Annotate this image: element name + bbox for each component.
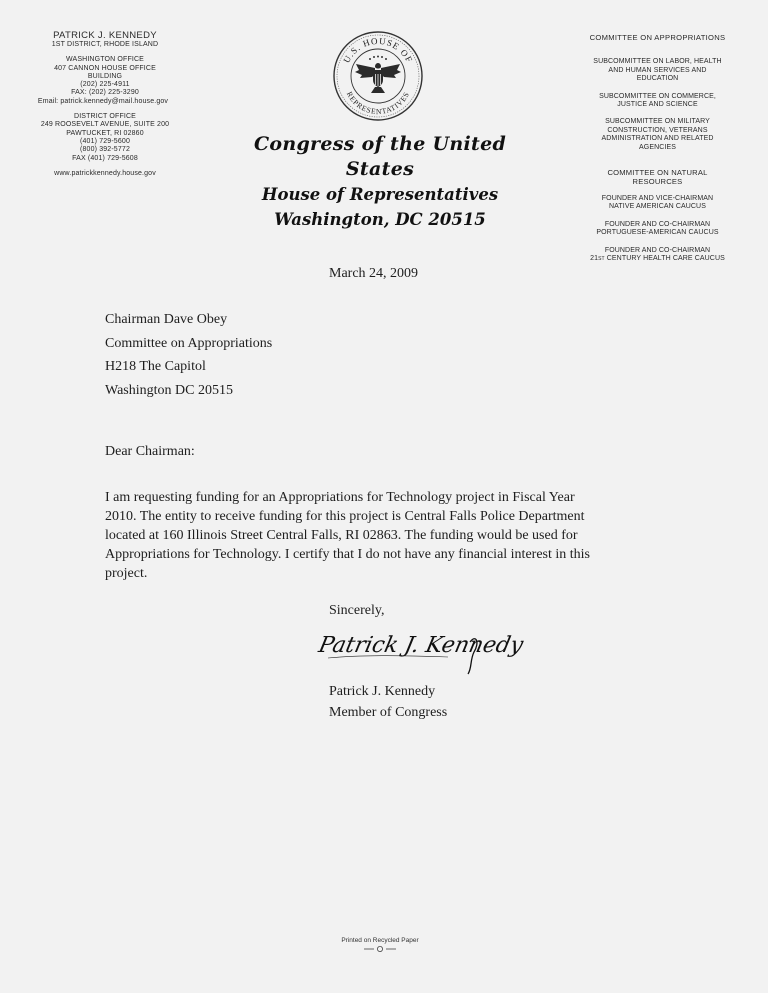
svg-text:REPRESENTATIVES: REPRESENTATIVES (344, 90, 412, 117)
recipient-address (105, 308, 272, 402)
member-email: Email: patrick.kennedy@mail.house.gov (37, 97, 169, 105)
washington-office-fax: FAX: (202) 225-3290 (71, 89, 139, 97)
recipient-line: Washington DC 20515 (105, 382, 233, 398)
handwritten-signature (316, 622, 526, 670)
recycle-icon (360, 945, 400, 953)
washington-office-line2: BUILDING (87, 72, 123, 80)
signer-block (329, 681, 447, 723)
district-office-phone1: (401) 729-5600 (80, 137, 130, 145)
member-name: PATRICK J. KENNEDY (53, 30, 157, 41)
signer-name: Patrick J. Kennedy (329, 684, 436, 699)
masthead-house: House of Representatives (261, 185, 499, 204)
member-contact-block (20, 30, 190, 178)
native-american-caucus: FOUNDER AND VICE-CHAIRMAN NATIVE AMERICAN CAUCUS (601, 195, 714, 211)
masthead (228, 132, 532, 232)
recipient-line: Chairman Dave Obey (105, 312, 228, 327)
house-seal-icon (332, 30, 424, 122)
district-office-fax: FAX (401) 729-5608 (72, 154, 138, 162)
district-office-line2: PAWTUCKET, RI 02860 (66, 129, 144, 137)
subcommittee-labor: SUBCOMMITTEE ON LABOR, HEALTH AND HUMAN SERVICES AND EDUCATION (593, 58, 722, 83)
recipient-line: H218 The Capitol (105, 359, 206, 374)
subcommittee-commerce: SUBCOMMITTEE ON COMMERCE, JUSTICE AND SCIENCE (599, 92, 716, 109)
body-line: located at 160 Illinois Street Central Falls, RI 02863. The funding would be used for (105, 528, 578, 543)
svg-text:U.S. HOUSE OF: U.S. HOUSE OF (341, 35, 415, 65)
portuguese-american-caucus: FOUNDER AND CO-CHAIRMAN PORTUGUESE-AMERICAN CAUCUS (596, 220, 719, 237)
masthead-washington: Washington, DC 20515 (274, 210, 486, 229)
masthead-congress: Congress of the United States (253, 133, 507, 180)
salutation: Dear Chairman: (105, 444, 195, 459)
recycled-paper-footer (300, 936, 460, 956)
signer-title: Member of Congress (329, 705, 448, 720)
committee-list (560, 34, 755, 264)
committee-natural-resources: COMMITTEE ON NATURAL RESOURCES (607, 168, 708, 187)
washington-office-label: WASHINGTON OFFICE (66, 56, 144, 64)
member-website: www.patrickkennedy.house.gov (54, 169, 156, 177)
washington-office-phone: (202) 225-4911 (80, 81, 130, 89)
closing: Sincerely, (329, 603, 385, 618)
body-line: project. (105, 566, 148, 581)
letter-date: March 24, 2009 (329, 266, 419, 281)
district-office-label: DISTRICT OFFICE (73, 113, 136, 121)
health-care-caucus: FOUNDER AND CO-CHAIRMAN 21ST CENTURY HEALTH CARE CAUCUS (590, 246, 725, 263)
member-district: 1ST DISTRICT, RHODE ISLAND (51, 41, 159, 48)
district-office-phone2: (800) 392-5772 (80, 146, 130, 154)
recycled-paper-note: Printed on Recycled Paper (341, 937, 419, 944)
committee-appropriations: COMMITTEE ON APPROPRIATIONS (589, 33, 726, 42)
washington-office-line1: 407 CANNON HOUSE OFFICE (54, 64, 156, 72)
body-line: I am requesting funding for an Appropriations for Technology project in Fiscal Year (105, 490, 575, 505)
svg-text:Patrick J. Kennedy: Patrick J. Kennedy (316, 632, 526, 658)
subcommittee-military: SUBCOMMITTEE ON MILITARY CONSTRUCTION, VETERANS ADMINISTRATION AND RELATED AGENCIES (601, 118, 714, 151)
letter-body (105, 488, 645, 583)
body-line: 2010. The entity to receive funding for this project is Central Falls Police Department (105, 509, 585, 524)
district-office-line1: 249 ROOSEVELT AVENUE, SUITE 200 (40, 121, 170, 129)
recipient-line: Committee on Appropriations (105, 335, 273, 351)
body-line: Appropriations for Technology. I certify that I do not have any financial interest in this (105, 547, 590, 562)
